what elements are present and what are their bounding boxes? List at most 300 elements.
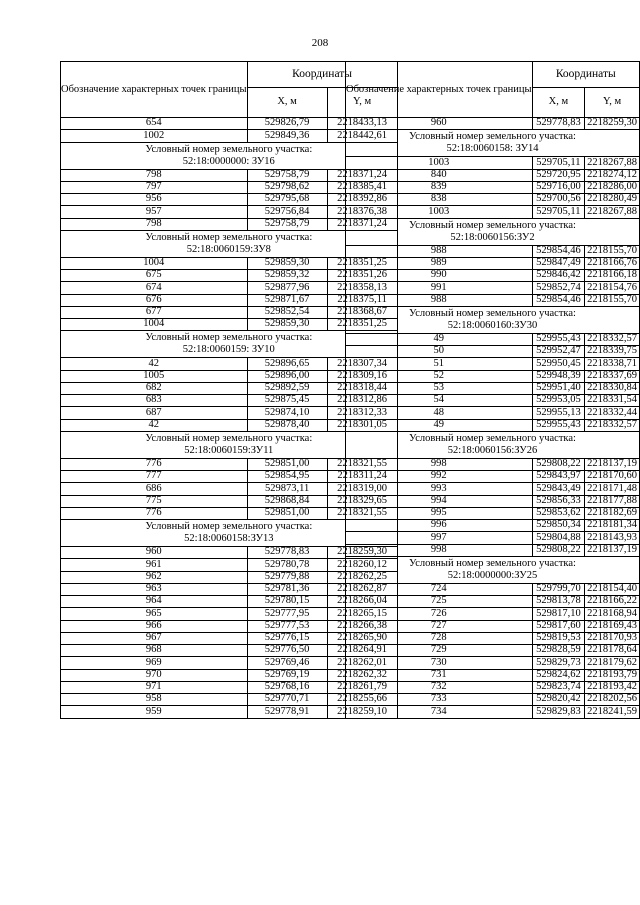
y-coordinate-cell: 2218193,42 <box>585 681 640 693</box>
parcel-label: Условный номер земельного участка: <box>145 143 313 155</box>
x-coordinate-cell: 529852,74 <box>532 282 585 294</box>
table-row <box>346 507 640 519</box>
point-cell: 1003 <box>346 157 533 169</box>
point-cell: 960 <box>346 118 533 130</box>
x-coordinate-cell: 529859,30 <box>247 319 327 331</box>
x-coordinate-cell: 529829,73 <box>532 657 585 669</box>
x-coordinate-cell: 529769,46 <box>247 657 327 669</box>
y-coordinate-cell: 2218332,44 <box>585 407 640 419</box>
table-row <box>346 370 640 382</box>
y-coordinate-cell: 2218260,12 <box>327 559 397 571</box>
y-coordinate-cell: 2218179,62 <box>585 657 640 669</box>
y-coordinate-cell: 2218262,87 <box>327 583 397 595</box>
point-cell: 968 <box>61 645 248 657</box>
x-coordinate-cell: 529781,36 <box>247 583 327 595</box>
table-row <box>346 346 640 358</box>
y-coordinate-cell: 2218262,01 <box>327 657 397 669</box>
x-coordinate-cell: 529819,53 <box>532 632 585 644</box>
table-row <box>346 358 640 370</box>
x-coordinate-cell: 529868,84 <box>247 495 327 507</box>
header-y: Y, м <box>327 88 397 118</box>
x-coordinate-cell: 529856,33 <box>532 495 585 507</box>
x-coordinate-cell: 529798,62 <box>247 181 327 193</box>
x-coordinate-cell: 529769,19 <box>247 669 327 681</box>
parcel-number-cell <box>346 556 640 583</box>
point-cell: 729 <box>346 645 533 657</box>
table-row <box>346 407 640 419</box>
table-row <box>346 181 640 193</box>
table-row <box>346 270 640 282</box>
point-cell: 970 <box>61 669 248 681</box>
y-coordinate-cell: 2218351,25 <box>327 257 397 269</box>
x-coordinate-cell: 529948,39 <box>532 370 585 382</box>
x-coordinate-cell: 529700,56 <box>532 194 585 206</box>
y-coordinate-cell: 2218321,55 <box>327 507 397 519</box>
y-coordinate-cell: 2218376,38 <box>327 206 397 218</box>
x-coordinate-cell: 529705,11 <box>532 157 585 169</box>
y-coordinate-cell: 2218311,24 <box>327 471 397 483</box>
y-coordinate-cell: 2218169,43 <box>585 620 640 632</box>
parcel-number-cell <box>346 130 640 157</box>
table-row <box>346 544 640 556</box>
table-row <box>346 632 640 644</box>
point-cell: 731 <box>346 669 533 681</box>
point-cell: 971 <box>61 681 248 693</box>
point-cell: 966 <box>61 620 248 632</box>
parcel-number: 52:18:0060159: ЗУ10 <box>182 344 275 356</box>
x-coordinate-cell: 529780,78 <box>247 559 327 571</box>
parcel-label: Условный номер земельного участка: <box>409 307 576 319</box>
parcel-number: 52:18:0060158: ЗУ14 <box>446 143 539 155</box>
point-cell: 998 <box>346 544 533 556</box>
x-coordinate-cell: 529955,43 <box>532 333 585 345</box>
point-cell: 996 <box>346 520 533 532</box>
parcel-number: 52:18:0060159:ЗУ8 <box>186 243 271 255</box>
point-cell: 995 <box>346 507 533 519</box>
y-coordinate-cell: 2218166,18 <box>585 270 640 282</box>
page-number: 208 <box>311 37 329 49</box>
x-coordinate-cell: 529780,15 <box>247 596 327 608</box>
parcel-section-row <box>346 218 640 245</box>
point-cell: 969 <box>61 657 248 669</box>
y-coordinate-cell: 2218280,49 <box>585 194 640 206</box>
x-coordinate-cell: 529804,88 <box>532 532 585 544</box>
x-coordinate-cell: 529768,16 <box>247 681 327 693</box>
point-cell: 960 <box>61 547 248 559</box>
x-coordinate-cell: 529808,22 <box>532 544 585 556</box>
point-cell: 51 <box>346 358 533 370</box>
x-coordinate-cell: 529824,62 <box>532 669 585 681</box>
y-coordinate-cell: 2218371,24 <box>327 169 397 181</box>
coordinates-table-right <box>345 61 640 719</box>
y-coordinate-cell: 2218332,57 <box>585 333 640 345</box>
point-cell: 42 <box>61 358 248 370</box>
y-coordinate-cell: 2218168,94 <box>585 608 640 620</box>
y-coordinate-cell: 2218202,56 <box>585 694 640 706</box>
point-cell: 1005 <box>61 370 248 382</box>
table-row <box>346 495 640 507</box>
x-coordinate-cell: 529896,65 <box>247 358 327 370</box>
x-coordinate-cell: 529777,95 <box>247 608 327 620</box>
point-cell: 50 <box>346 346 533 358</box>
x-coordinate-cell: 529850,34 <box>532 520 585 532</box>
x-coordinate-cell: 529878,40 <box>247 419 327 431</box>
table-row <box>346 471 640 483</box>
x-coordinate-cell: 529896,00 <box>247 370 327 382</box>
header-x: X, м <box>532 88 585 118</box>
point-cell: 988 <box>346 294 533 306</box>
table-row <box>346 245 640 257</box>
point-cell: 687 <box>61 407 248 419</box>
x-coordinate-cell: 529756,84 <box>247 206 327 218</box>
x-coordinate-cell: 529828,59 <box>532 645 585 657</box>
table-row <box>346 333 640 345</box>
y-coordinate-cell: 2218329,65 <box>327 495 397 507</box>
y-coordinate-cell: 2218241,59 <box>585 706 640 718</box>
x-coordinate-cell: 529854,95 <box>247 471 327 483</box>
parcel-label: Условный номер земельного участка: <box>145 521 313 532</box>
point-cell: 989 <box>346 257 533 269</box>
point-cell: 839 <box>346 181 533 193</box>
point-cell: 54 <box>346 395 533 407</box>
parcel-number: 52:18:0060159:ЗУ11 <box>184 444 274 456</box>
x-coordinate-cell: 529813,78 <box>532 596 585 608</box>
point-cell: 965 <box>61 608 248 620</box>
y-coordinate-cell: 2218178,64 <box>585 645 640 657</box>
table-row <box>346 395 640 407</box>
x-coordinate-cell: 529849,36 <box>247 130 327 142</box>
x-coordinate-cell: 529859,30 <box>247 257 327 269</box>
x-coordinate-cell: 529952,47 <box>532 346 585 358</box>
point-cell: 988 <box>346 245 533 257</box>
point-cell: 1004 <box>61 257 248 269</box>
point-cell: 730 <box>346 657 533 669</box>
x-coordinate-cell: 529778,91 <box>247 706 327 718</box>
parcel-label: Условный номер земельного участка: <box>145 432 313 444</box>
parcel-number: 52:18:0060156:ЗУ2 <box>450 231 535 243</box>
x-coordinate-cell: 529778,83 <box>532 118 585 130</box>
y-coordinate-cell: 2218286,00 <box>585 181 640 193</box>
parcel-number: 52:18:0060158:ЗУ13 <box>184 533 274 544</box>
y-coordinate-cell: 2218267,88 <box>585 206 640 218</box>
x-coordinate-cell: 529953,05 <box>532 395 585 407</box>
parcel-section-row <box>346 130 640 157</box>
point-cell: 838 <box>346 194 533 206</box>
y-coordinate-cell: 2218442,61 <box>327 130 397 142</box>
y-coordinate-cell: 2218337,69 <box>585 370 640 382</box>
point-cell: 997 <box>346 532 533 544</box>
y-coordinate-cell: 2218368,67 <box>327 306 397 318</box>
point-cell: 776 <box>61 458 248 470</box>
x-coordinate-cell: 529859,32 <box>247 270 327 282</box>
point-cell: 677 <box>61 306 248 318</box>
y-coordinate-cell: 2218371,24 <box>327 218 397 230</box>
x-coordinate-cell: 529720,95 <box>532 169 585 181</box>
x-coordinate-cell: 529779,88 <box>247 571 327 583</box>
y-coordinate-cell: 2218301,05 <box>327 419 397 431</box>
y-coordinate-cell: 2218358,13 <box>327 282 397 294</box>
point-cell: 998 <box>346 458 533 470</box>
point-cell: 52 <box>346 370 533 382</box>
y-coordinate-cell: 2218339,75 <box>585 346 640 358</box>
parcel-number-cell <box>346 431 640 458</box>
point-cell: 725 <box>346 596 533 608</box>
x-coordinate-cell: 529877,96 <box>247 282 327 294</box>
table-row <box>346 706 640 718</box>
x-coordinate-cell: 529776,50 <box>247 645 327 657</box>
y-coordinate-cell: 2218330,84 <box>585 382 640 394</box>
table-row <box>346 596 640 608</box>
point-cell: 956 <box>61 194 248 206</box>
header-x: X, м <box>247 88 327 118</box>
point-cell: 727 <box>346 620 533 632</box>
table-row <box>346 194 640 206</box>
y-coordinate-cell: 2218265,15 <box>327 608 397 620</box>
table-row <box>346 532 640 544</box>
y-coordinate-cell: 2218137,19 <box>585 544 640 556</box>
x-coordinate-cell: 529873,11 <box>247 483 327 495</box>
parcel-number: 52:18:0000000:ЗУ25 <box>447 569 538 581</box>
parcel-section-row <box>346 431 640 458</box>
y-coordinate-cell: 2218155,70 <box>585 294 640 306</box>
table-row <box>346 458 640 470</box>
y-coordinate-cell: 2218261,79 <box>327 681 397 693</box>
table-row <box>346 583 640 595</box>
point-cell: 686 <box>61 483 248 495</box>
point-cell: 967 <box>61 632 248 644</box>
point-cell: 733 <box>346 694 533 706</box>
table-row <box>346 669 640 681</box>
x-coordinate-cell: 529826,79 <box>247 118 327 130</box>
x-coordinate-cell: 529854,46 <box>532 294 585 306</box>
y-coordinate-cell: 2218137,19 <box>585 458 640 470</box>
y-coordinate-cell: 2218166,22 <box>585 596 640 608</box>
x-coordinate-cell: 529892,59 <box>247 382 327 394</box>
y-coordinate-cell: 2218259,30 <box>585 118 640 130</box>
y-coordinate-cell: 2218154,40 <box>585 583 640 595</box>
y-coordinate-cell: 2218274,12 <box>585 169 640 181</box>
point-cell: 1004 <box>61 319 248 331</box>
y-coordinate-cell: 2218351,26 <box>327 270 397 282</box>
point-cell: 994 <box>346 495 533 507</box>
y-coordinate-cell: 2218182,69 <box>585 507 640 519</box>
y-coordinate-cell: 2218262,25 <box>327 571 397 583</box>
point-cell: 654 <box>61 118 248 130</box>
x-coordinate-cell: 529951,40 <box>532 382 585 394</box>
table-row <box>346 419 640 431</box>
table-row <box>346 169 640 181</box>
y-coordinate-cell: 2218177,88 <box>585 495 640 507</box>
x-coordinate-cell: 529955,43 <box>532 419 585 431</box>
x-coordinate-cell: 529871,67 <box>247 294 327 306</box>
y-coordinate-cell: 2218318,44 <box>327 382 397 394</box>
x-coordinate-cell: 529716,00 <box>532 181 585 193</box>
table-row <box>346 206 640 218</box>
y-coordinate-cell: 2218433,13 <box>327 118 397 130</box>
x-coordinate-cell: 529758,79 <box>247 218 327 230</box>
x-coordinate-cell: 529776,15 <box>247 632 327 644</box>
y-coordinate-cell: 2218267,88 <box>585 157 640 169</box>
x-coordinate-cell: 529874,10 <box>247 407 327 419</box>
x-coordinate-cell: 529843,49 <box>532 483 585 495</box>
point-cell: 776 <box>61 507 248 519</box>
table-row <box>346 520 640 532</box>
parcel-label: Условный номер земельного участка: <box>145 231 313 243</box>
point-cell: 726 <box>346 608 533 620</box>
parcel-label: Условный номер земельного участка: <box>409 557 576 569</box>
y-coordinate-cell: 2218264,91 <box>327 645 397 657</box>
x-coordinate-cell: 529808,22 <box>532 458 585 470</box>
x-coordinate-cell: 529817,10 <box>532 608 585 620</box>
point-cell: 674 <box>61 282 248 294</box>
header-coordinates: Координаты <box>532 62 639 88</box>
point-cell: 964 <box>61 596 248 608</box>
parcel-number-cell <box>346 218 640 245</box>
parcel-section-row <box>346 556 640 583</box>
x-coordinate-cell: 529851,00 <box>247 507 327 519</box>
y-coordinate-cell: 2218307,34 <box>327 358 397 370</box>
y-coordinate-cell: 2218332,57 <box>585 419 640 431</box>
x-coordinate-cell: 529820,42 <box>532 694 585 706</box>
y-coordinate-cell: 2218170,60 <box>585 471 640 483</box>
point-cell: 682 <box>61 382 248 394</box>
point-cell: 958 <box>61 694 248 706</box>
y-coordinate-cell: 2218375,11 <box>327 294 397 306</box>
x-coordinate-cell: 529777,53 <box>247 620 327 632</box>
table-row <box>346 645 640 657</box>
x-coordinate-cell: 529950,45 <box>532 358 585 370</box>
x-coordinate-cell: 529817,60 <box>532 620 585 632</box>
y-coordinate-cell: 2218312,33 <box>327 407 397 419</box>
point-cell: 963 <box>61 583 248 595</box>
point-cell: 840 <box>346 169 533 181</box>
point-cell: 683 <box>61 395 248 407</box>
x-coordinate-cell: 529851,00 <box>247 458 327 470</box>
x-coordinate-cell: 529875,45 <box>247 395 327 407</box>
y-coordinate-cell: 2218171,48 <box>585 483 640 495</box>
y-coordinate-cell: 2218265,90 <box>327 632 397 644</box>
point-cell: 734 <box>346 706 533 718</box>
header-point-designation: Обозначение характерных точек границы <box>346 62 533 118</box>
y-coordinate-cell: 2218392,86 <box>327 194 397 206</box>
header-point-designation: Обозначение характерных точек границы <box>61 62 248 118</box>
parcel-label: Условный номер земельного участка: <box>409 219 576 231</box>
x-coordinate-cell: 529854,46 <box>532 245 585 257</box>
y-coordinate-cell: 2218155,70 <box>585 245 640 257</box>
table-row <box>346 157 640 169</box>
y-coordinate-cell: 2218143,93 <box>585 532 640 544</box>
parcel-number: 52:18:0060160:ЗУ30 <box>447 319 538 331</box>
table-header-row <box>346 62 640 88</box>
table-row <box>346 608 640 620</box>
table-row <box>346 382 640 394</box>
point-cell: 777 <box>61 471 248 483</box>
y-coordinate-cell: 2218321,55 <box>327 458 397 470</box>
y-coordinate-cell: 2218266,04 <box>327 596 397 608</box>
point-cell: 798 <box>61 169 248 181</box>
x-coordinate-cell: 529852,54 <box>247 306 327 318</box>
point-cell: 775 <box>61 495 248 507</box>
point-cell: 957 <box>61 206 248 218</box>
parcel-number: 52:18:0000000: ЗУ16 <box>182 155 275 167</box>
table-row <box>346 694 640 706</box>
point-cell: 993 <box>346 483 533 495</box>
parcel-label: Условный номер земельного участка: <box>145 332 313 344</box>
parcel-label: Условный номер земельного участка: <box>409 131 576 143</box>
x-coordinate-cell: 529847,49 <box>532 257 585 269</box>
y-coordinate-cell: 2218259,10 <box>327 706 397 718</box>
point-cell: 992 <box>346 471 533 483</box>
parcel-number: 52:18:0060156:ЗУ26 <box>447 444 538 456</box>
table-row <box>346 294 640 306</box>
point-cell: 990 <box>346 270 533 282</box>
x-coordinate-cell: 529770,71 <box>247 694 327 706</box>
y-coordinate-cell: 2218259,30 <box>327 547 397 559</box>
parcel-label: Условный номер земельного участка: <box>409 432 576 444</box>
point-cell: 728 <box>346 632 533 644</box>
point-cell: 961 <box>61 559 248 571</box>
parcel-section-row <box>346 306 640 333</box>
point-cell: 1002 <box>61 130 248 142</box>
y-coordinate-cell: 2218262,32 <box>327 669 397 681</box>
point-cell: 48 <box>346 407 533 419</box>
y-coordinate-cell: 2218351,25 <box>327 319 397 331</box>
x-coordinate-cell: 529846,42 <box>532 270 585 282</box>
point-cell: 53 <box>346 382 533 394</box>
y-coordinate-cell: 2218385,41 <box>327 181 397 193</box>
point-cell: 724 <box>346 583 533 595</box>
table-row <box>346 657 640 669</box>
x-coordinate-cell: 529795,68 <box>247 194 327 206</box>
y-coordinate-cell: 2218312,86 <box>327 395 397 407</box>
point-cell: 962 <box>61 571 248 583</box>
x-coordinate-cell: 529705,11 <box>532 206 585 218</box>
x-coordinate-cell: 529823,74 <box>532 681 585 693</box>
table-row <box>346 681 640 693</box>
point-cell: 49 <box>346 419 533 431</box>
point-cell: 991 <box>346 282 533 294</box>
x-coordinate-cell: 529853,62 <box>532 507 585 519</box>
y-coordinate-cell: 2218170,93 <box>585 632 640 644</box>
point-cell: 732 <box>346 681 533 693</box>
y-coordinate-cell: 2218154,76 <box>585 282 640 294</box>
point-cell: 959 <box>61 706 248 718</box>
table-row <box>346 483 640 495</box>
x-coordinate-cell: 529799,70 <box>532 583 585 595</box>
table-row <box>346 282 640 294</box>
y-coordinate-cell: 2218193,79 <box>585 669 640 681</box>
y-coordinate-cell: 2218181,34 <box>585 520 640 532</box>
y-coordinate-cell: 2218331,54 <box>585 395 640 407</box>
y-coordinate-cell: 2218255,66 <box>327 694 397 706</box>
point-cell: 675 <box>61 270 248 282</box>
point-cell: 798 <box>61 218 248 230</box>
table-row <box>346 257 640 269</box>
parcel-number-cell <box>346 306 640 333</box>
point-cell: 49 <box>346 333 533 345</box>
x-coordinate-cell: 529955,13 <box>532 407 585 419</box>
x-coordinate-cell: 529829,83 <box>532 706 585 718</box>
header-y: Y, м <box>585 88 640 118</box>
y-coordinate-cell: 2218338,71 <box>585 358 640 370</box>
y-coordinate-cell: 2218166,76 <box>585 257 640 269</box>
point-cell: 42 <box>61 419 248 431</box>
table-row <box>346 118 640 130</box>
y-coordinate-cell: 2218266,38 <box>327 620 397 632</box>
x-coordinate-cell: 529843,97 <box>532 471 585 483</box>
point-cell: 676 <box>61 294 248 306</box>
y-coordinate-cell: 2218319,00 <box>327 483 397 495</box>
